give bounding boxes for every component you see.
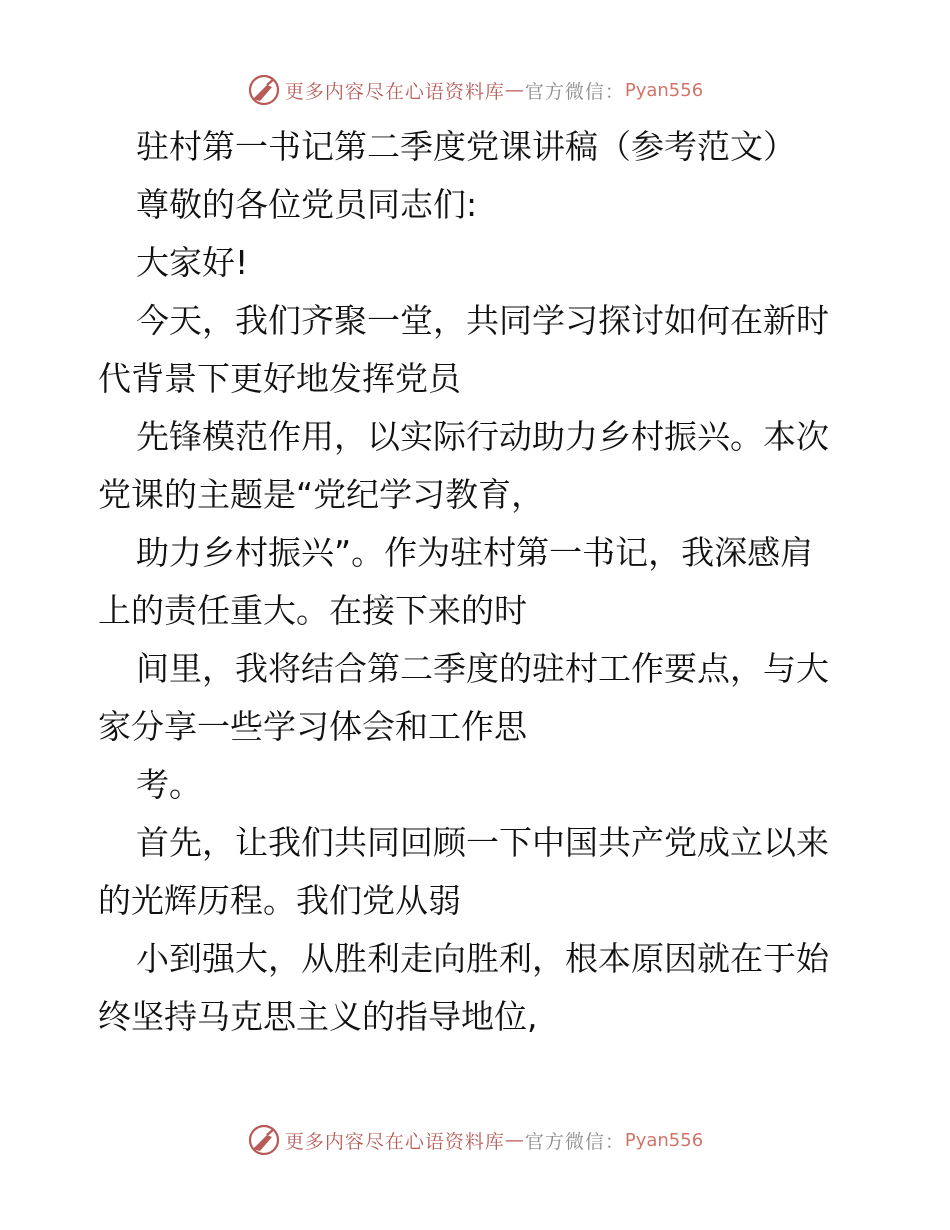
text-line: 先锋模范作用，以实际行动助力乡村振兴。本次 [136, 417, 829, 456]
text-line: 间里，我将结合第二季度的驻村工作要点，与大 [136, 649, 829, 688]
watermark-separator: — [504, 1129, 525, 1151]
text-line: 考。 [136, 765, 202, 804]
watermark-separator: — [504, 79, 525, 101]
salutation: 尊敬的各位党员同志们: [136, 185, 478, 224]
text-line: 今天，我们齐聚一堂，共同学习探讨如何在新时 [136, 301, 829, 340]
document-body [98, 118, 858, 1046]
text-line: 家分享一些学习体会和工作思 [98, 707, 527, 746]
text-line: 的光辉历程。我们党从弱 [98, 881, 461, 920]
wechat-id: Pyan556 [624, 1129, 704, 1151]
text-line: 首先，让我们共同回顾一下中国共产党成立以来 [136, 823, 829, 862]
pen-logo-icon [247, 73, 281, 107]
header-watermark [0, 70, 950, 110]
watermark-text: 更多内容尽在心语资料库 [284, 1130, 505, 1153]
footer-watermark [0, 1120, 950, 1160]
text-line: 小到强大，从胜利走向胜利，根本原因就在于始 [136, 939, 829, 978]
greeting: 大家好! [136, 243, 249, 282]
text-line: 终坚持马克思主义的指导地位, [98, 997, 538, 1036]
wechat-id: Pyan556 [624, 79, 704, 101]
watermark-label: 官方微信： [524, 80, 625, 103]
text-line: 助力乡村振兴”。作为驻村第一书记，我深感肩 [136, 533, 814, 572]
text-line: 党课的主题是“党纪学习教育， [98, 475, 545, 514]
watermark-label: 官方微信： [524, 1130, 625, 1153]
document-title: 驻村第一书记第二季度党课讲稿（参考范文） [136, 127, 796, 166]
watermark-text: 更多内容尽在心语资料库 [284, 80, 505, 103]
text-line: 上的责任重大。在接下来的时 [98, 591, 527, 630]
pen-logo-icon [247, 1123, 281, 1157]
text-line: 代背景下更好地发挥党员 [98, 359, 461, 398]
